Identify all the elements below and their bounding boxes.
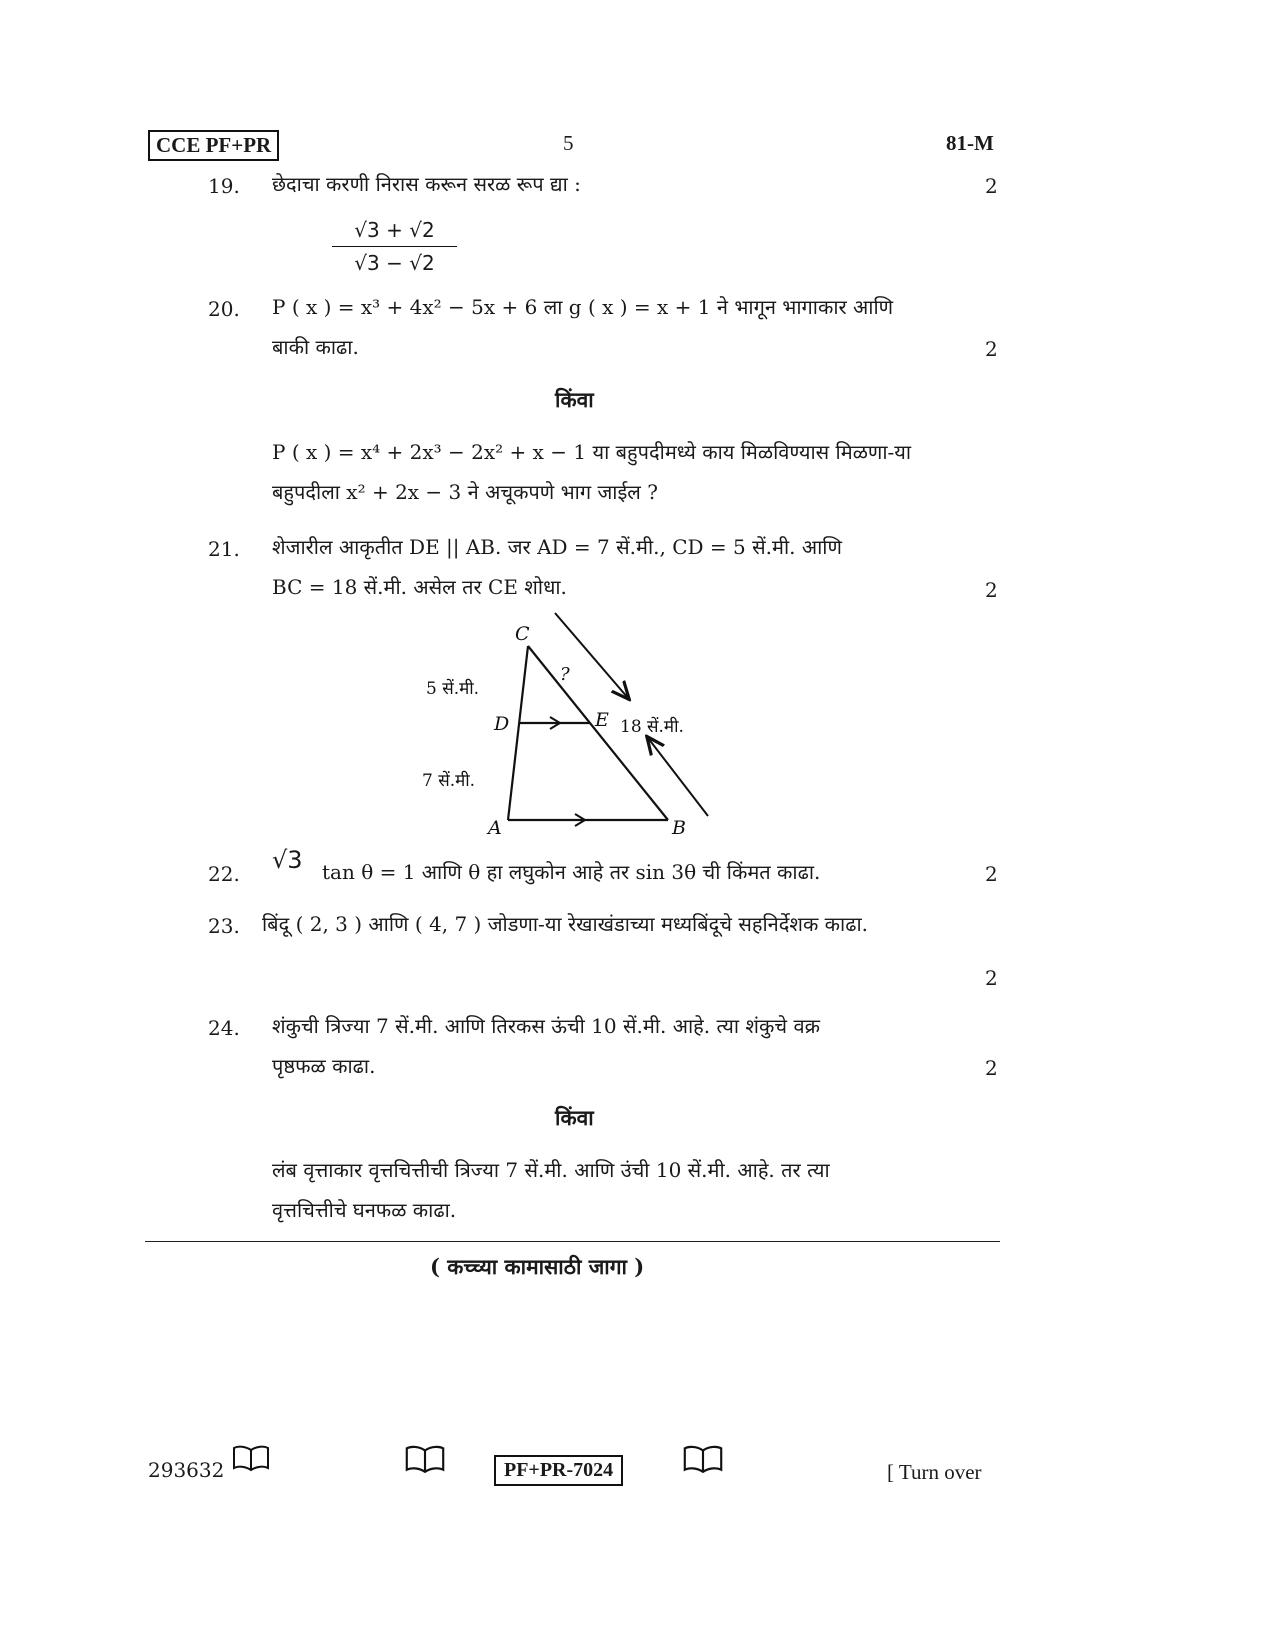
question-24-line-1: शंकुची त्रिज्या 7 सें.मी. आणि तिरकस ऊंची 10 सें.मी. आहे. त्या शंकुचे वक्र <box>272 1014 820 1038</box>
divider-rule <box>145 1241 1000 1242</box>
fraction-denominator: √3 − √2 <box>354 251 435 275</box>
question-20-alt-line-2: बहुपदीला x² + 2x − 3 ने अचूकपणे भाग जाईल ? <box>272 480 658 504</box>
question-21-line-2: BC = 18 सें.मी. असेल तर CE शोधा. <box>272 575 567 599</box>
book-icon <box>682 1444 724 1474</box>
question-number-23: 23. <box>208 914 240 938</box>
question-21-line-1: शेजारील आकृतीत DE || AB. जर AD = 7 सें.मी., CD = 5 सें.मी. आणि <box>272 535 842 559</box>
question-22-root: √3 <box>272 846 303 874</box>
question-21-marks: 2 <box>985 578 998 602</box>
question-24-alt-line-2: वृत्तचित्तीचे घनफळ काढा. <box>272 1198 457 1222</box>
question-number-19: 19. <box>208 174 240 198</box>
question-number-24: 24. <box>208 1016 240 1040</box>
question-number-22: 22. <box>208 862 240 886</box>
book-icon <box>232 1444 270 1472</box>
book-icon <box>404 1444 446 1474</box>
question-number-21: 21. <box>208 537 240 561</box>
page-number: 5 <box>563 131 574 155</box>
turn-over-label: [ Turn over <box>887 1460 982 1484</box>
label-c: C <box>515 623 530 645</box>
label-q: ? <box>560 664 570 685</box>
question-23-text: बिंदू ( 2, 3 ) आणि ( 4, 7 ) जोडणा-या रेखाखंडाच्या मध्यबिंदूचे सहनिर्देशक काढा. <box>262 912 869 936</box>
label-a: A <box>488 817 502 838</box>
question-21-figure <box>420 608 740 838</box>
label-ad-length: 7 सें.मी. <box>422 771 476 791</box>
question-22-marks: 2 <box>985 862 998 886</box>
question-20-marks: 2 <box>985 337 998 361</box>
footer-code-box: PF+PR-7024 <box>494 1455 623 1486</box>
question-19-text: छेदाचा करणी निरास करून सरळ रूप द्या : <box>272 172 581 196</box>
question-19-marks: 2 <box>985 174 998 198</box>
question-20-alt-line-1: P ( x ) = x⁴ + 2x³ − 2x² + x − 1 या बहुपदीमध्ये काय मिळविण्यास मिळणा-या <box>272 440 912 464</box>
question-24-marks: 2 <box>985 1056 998 1080</box>
paper-code: 81-M <box>946 131 994 155</box>
or-separator: किंवा <box>555 387 594 412</box>
bc-arrow-top <box>555 613 628 698</box>
side-ca <box>508 646 528 820</box>
label-d: D <box>494 713 510 735</box>
question-23-marks: 2 <box>985 966 998 990</box>
question-24-alt-line-1: लंब वृत्ताकार वृत्तचित्तीची त्रिज्या 7 सें.मी. आणि उंची 10 सें.मी. आहे. तर त्या <box>272 1158 830 1182</box>
fraction-numerator: √3 + √2 <box>354 218 435 242</box>
label-cd-length: 5 सें.मी. <box>426 679 480 699</box>
question-19-fraction <box>332 216 457 277</box>
question-number-20: 20. <box>208 297 240 321</box>
fraction-bar <box>332 246 457 247</box>
or-separator: किंवा <box>555 1105 594 1130</box>
label-b: B <box>672 817 686 838</box>
label-bc-length: 18 सें.मी. <box>620 717 684 737</box>
footer-serial: 293632 <box>148 1458 225 1482</box>
question-20-line-1: P ( x ) = x³ + 4x² − 5x + 6 ला g ( x ) = x + 1 ने भागून भागाकार आणि <box>272 295 894 319</box>
rough-work-label: ( कच्च्या कामासाठी जागा ) <box>430 1254 645 1279</box>
question-20-line-2: बाकी काढा. <box>272 335 359 359</box>
bc-arrow-bottom <box>648 738 708 816</box>
header-left-box: CCE PF+PR <box>148 130 279 161</box>
question-22-text: tan θ = 1 आणि θ हा लघुकोन आहे तर sin 3θ ची किंमत काढा. <box>322 860 821 884</box>
question-24-line-2: पृष्ठफळ काढा. <box>272 1054 376 1078</box>
label-e: E <box>595 709 609 731</box>
